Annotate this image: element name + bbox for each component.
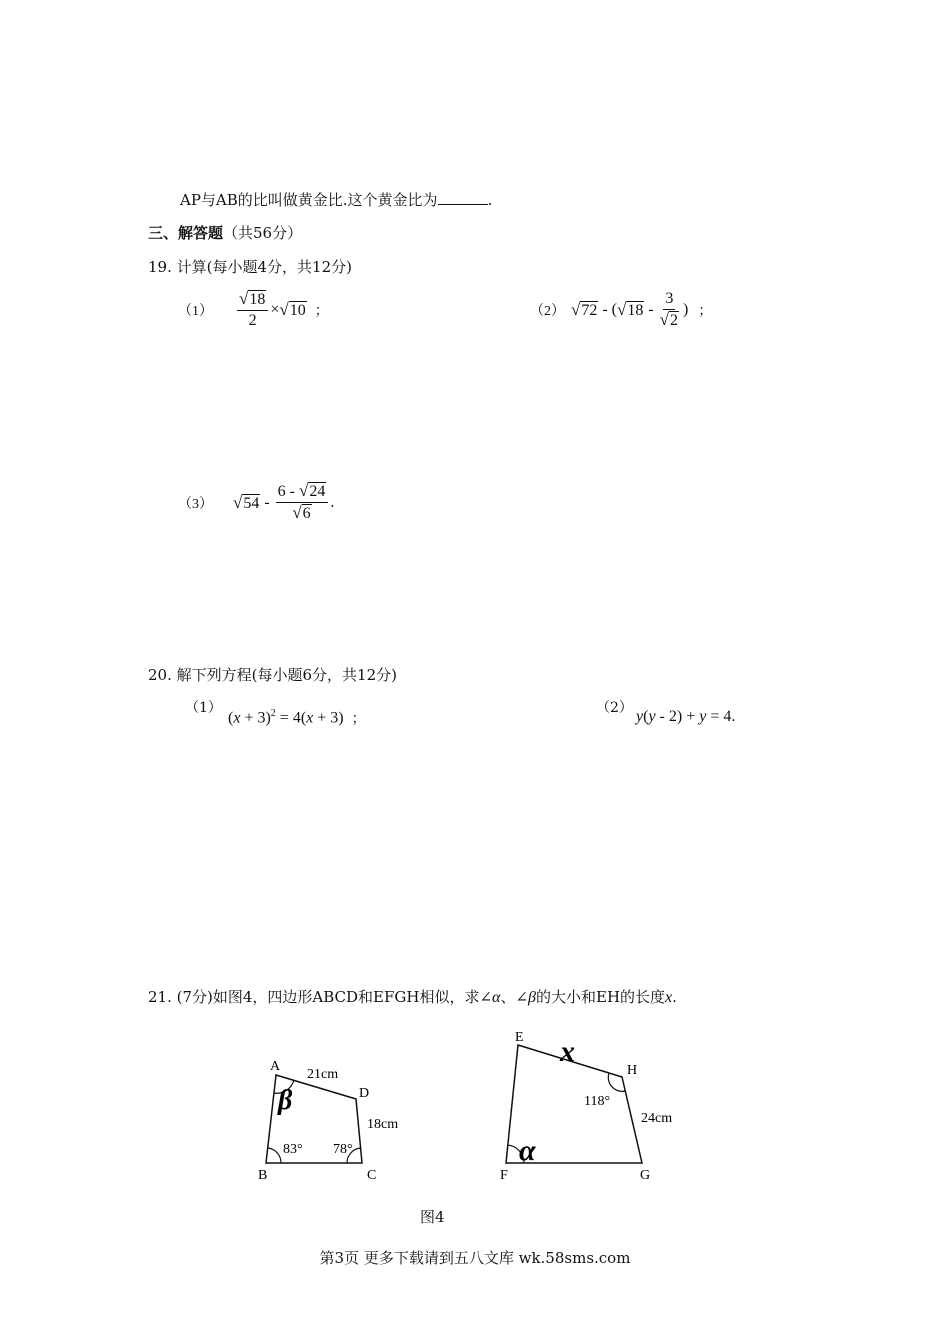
q19-title: 19. 计算(每小题4分，共12分) [148, 258, 352, 276]
page-footer: 第3页 更多下载请到五八文库 wk.58sms.com [319, 1249, 631, 1267]
label-d: D [359, 1086, 370, 1101]
q21-text: 21. (7分)如图4，四边形ABCD和EFGH相似，求∠α、∠β的大小和EH的长度x. [148, 988, 677, 1006]
label-beta: β [278, 1085, 293, 1116]
section-title: 三、解答题 [148, 224, 224, 242]
q20-part2: y(y - 2) + y = 4. [636, 708, 736, 725]
angle-arc-b [268, 1148, 281, 1163]
sqrt: √ 18 [239, 289, 266, 308]
label-angle-h: 118° [584, 1094, 611, 1109]
label-c: C [367, 1168, 377, 1183]
label-f: F [500, 1168, 508, 1183]
label-g: G [640, 1168, 651, 1183]
q20-title: 20. 解下列方程(每小题6分，共12分) [148, 666, 397, 684]
sqrt: √ 72 [571, 300, 598, 319]
figure-caption: 图4 [420, 1208, 445, 1226]
q18-continuation: AP与AB的比叫做黄金比.这个黄金比为 . [180, 191, 493, 209]
sqrt: √ 2 [659, 310, 679, 329]
label-h: H [627, 1063, 638, 1078]
q19-part2: （2） √ 72 - ( √ 18 - 3 √ 2 ) ； [530, 290, 713, 329]
fraction: 6 - √ 24 √ 6 [276, 482, 329, 523]
sqrt: √ 54 [233, 492, 260, 512]
quad-abcd [258, 1059, 398, 1183]
section-score: （共56分） [223, 224, 303, 242]
q20-part1: $(x + 3)^2 = 4(x + 3)$ ； [228, 708, 366, 727]
label-dc-length: 18cm [367, 1117, 399, 1132]
q19-part1: （1） √ 18 2 × √ 10 ； [178, 289, 329, 329]
label-x: x [560, 1035, 575, 1068]
q20-part2-label: （2） [596, 700, 633, 716]
fraction: √ 18 2 [237, 290, 268, 330]
label-b: B [258, 1168, 268, 1183]
label-angle-c: 78° [333, 1142, 353, 1157]
label-angle-b: 83° [283, 1142, 303, 1157]
label-e: E [515, 1030, 524, 1045]
quad-efgh [500, 1030, 672, 1183]
sqrt: √ 6 [292, 503, 311, 522]
label-hg-length: 24cm [641, 1111, 673, 1126]
label-alpha: α [519, 1134, 536, 1167]
label-ad-length: 21cm [307, 1067, 339, 1082]
label-a: A [270, 1059, 281, 1074]
q19-part3: （3） √ 54 - 6 - √ 24 √ 6 . [178, 481, 335, 522]
sqrt: √ 10 [279, 300, 306, 319]
q20-part1-label: （1） [185, 700, 222, 716]
sqrt: √ 24 [299, 481, 326, 500]
fraction: 3 √ 2 [659, 290, 679, 329]
sqrt: √ 18 [617, 300, 644, 319]
